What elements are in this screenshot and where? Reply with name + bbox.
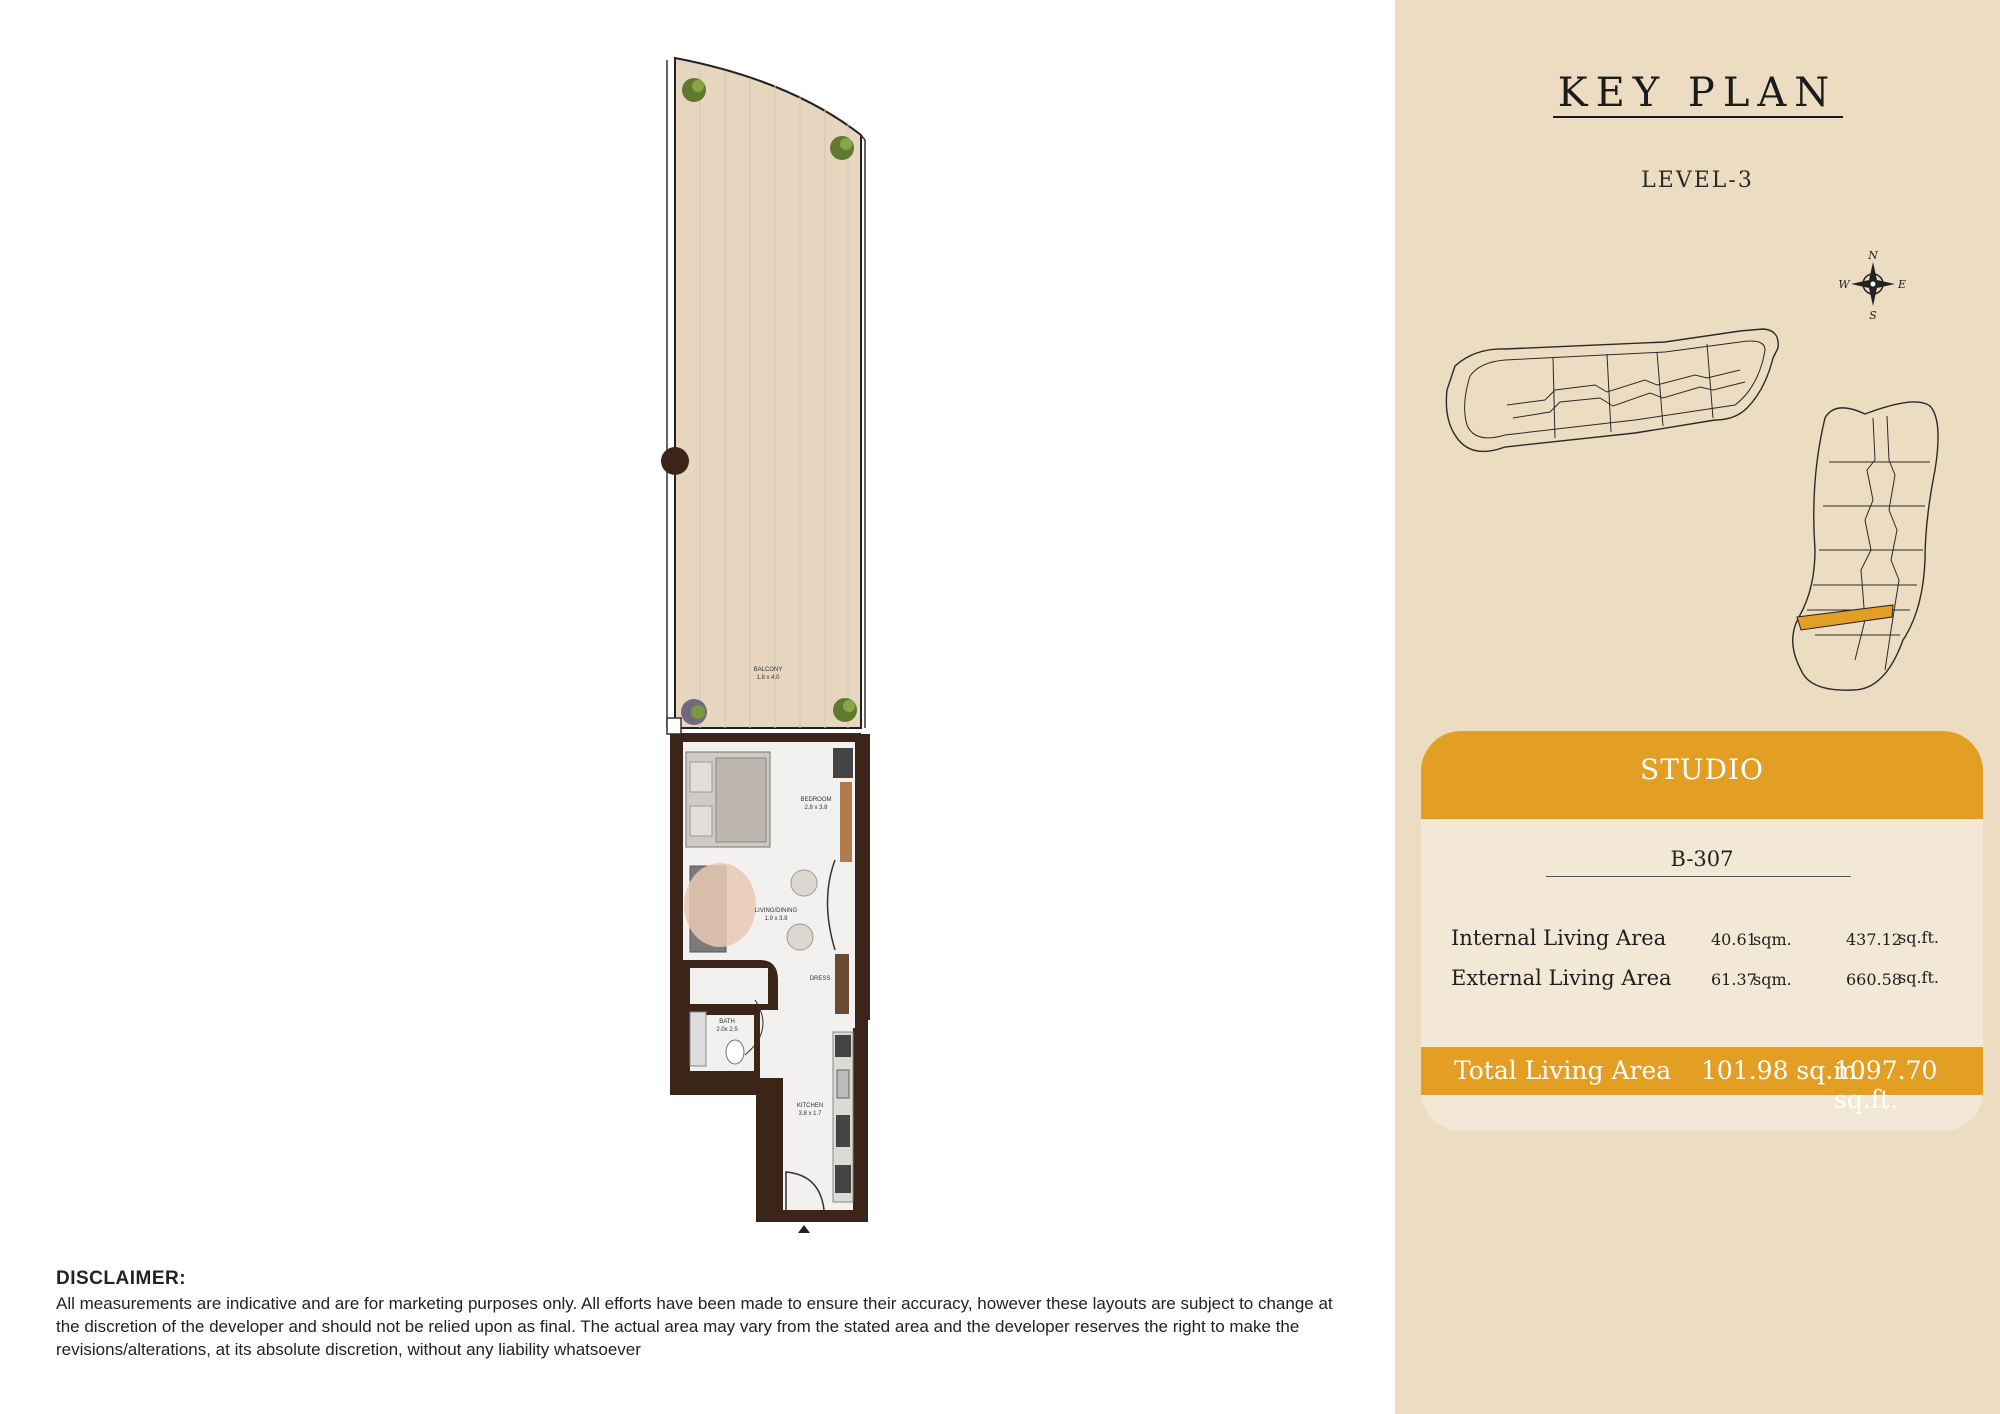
balcony-deck [675,58,861,728]
unit-header [1421,731,1983,819]
armchair [787,924,813,950]
key-plan-underline [1553,116,1843,118]
toilet [726,1040,744,1064]
room-size-balcony: 1.8 x 4.0 [756,675,780,681]
room-label-dress: DRESS [809,976,831,982]
entry-arrow [798,1225,810,1233]
armchair [791,870,817,896]
compass-e: E [1897,278,1907,291]
unit-highlight [1797,605,1893,630]
rug [684,863,756,947]
plant-icon [833,698,857,722]
area-sqft: 660.58 [1846,970,1902,989]
room-label-bath: BATH [719,1019,735,1025]
internal-area-row [1451,926,1981,956]
total-area-label: Total Living Area [1454,1056,1672,1085]
unit-number: B-307 [1670,847,1734,871]
disclaimer-body: All measurements are indicative and are for marketing purposes only. All efforts have been made to ensure their accuracy, however these layouts are subject to change at the discretion of the developer and should not be relied upon as final. The actual area may vary from the stated area and the developer reserves the right to make the revisions/alterations, at its absolute discretion, without any liability whatsoever [56,1294,1333,1359]
building-b-outline [1793,402,1938,690]
room-size-kitchen: 3.8 x 1.7 [798,1111,822,1117]
plant-icon [681,699,707,725]
area-sqft-unit: sq.ft. [1898,968,1939,987]
disclaimer-title: DISCLAIMER: [56,1268,187,1289]
room-label-bedroom: BEDROOM [800,797,832,803]
column-marker [661,447,689,475]
area-sqm: 61.37 [1711,970,1757,989]
compass-icon [1838,249,1906,322]
dress-shelves [835,954,849,1014]
compass-s: S [1869,309,1877,322]
level-label: LEVEL-3 [1641,168,1754,193]
room-label-kitchen: KITCHEN [796,1103,824,1109]
building-a-outline [1446,329,1778,451]
wardrobe [840,782,852,862]
key-plan-title: KEY PLAN [1557,70,1838,116]
room-label-balcony: BALCONY [753,667,783,673]
room-label-living: LIVING/DINING [754,908,798,914]
area-sqm-unit: sqm. [1753,930,1792,949]
key-plan-map [1395,230,2000,710]
unit-card [1421,731,1983,1131]
key-plan-panel [1395,0,2000,1414]
total-area-sqm: 101.98 sq.m. [1701,1056,1865,1085]
room-size-bedroom: 2.8 x 3.8 [804,805,828,811]
plant-icon [830,136,854,160]
unit-type: STUDIO [1640,753,1764,786]
total-area-bar [1421,1047,1983,1114]
unit-divider [1546,876,1851,877]
compass-w: W [1838,278,1850,291]
area-sqft: 437.12 [1846,930,1902,949]
area-sqm-unit: sqm. [1753,970,1792,989]
compass-n: N [1868,249,1878,262]
room-size-living: 1.9 x 3.9 [764,916,788,922]
total-area-sqft: 1097.70 sq.ft. [1834,1056,1938,1114]
area-label: Internal Living Area [1451,926,1667,950]
external-area-row [1451,966,1981,996]
plant-icon [682,78,706,102]
area-sqm: 40.61 [1711,930,1757,949]
bedroom-storage [833,748,853,778]
disclaimer [56,1268,1356,1361]
area-label: External Living Area [1451,966,1672,990]
area-sqft-unit: sq.ft. [1898,928,1939,947]
room-size-bath: 2.0x 2.5 [716,1027,738,1033]
